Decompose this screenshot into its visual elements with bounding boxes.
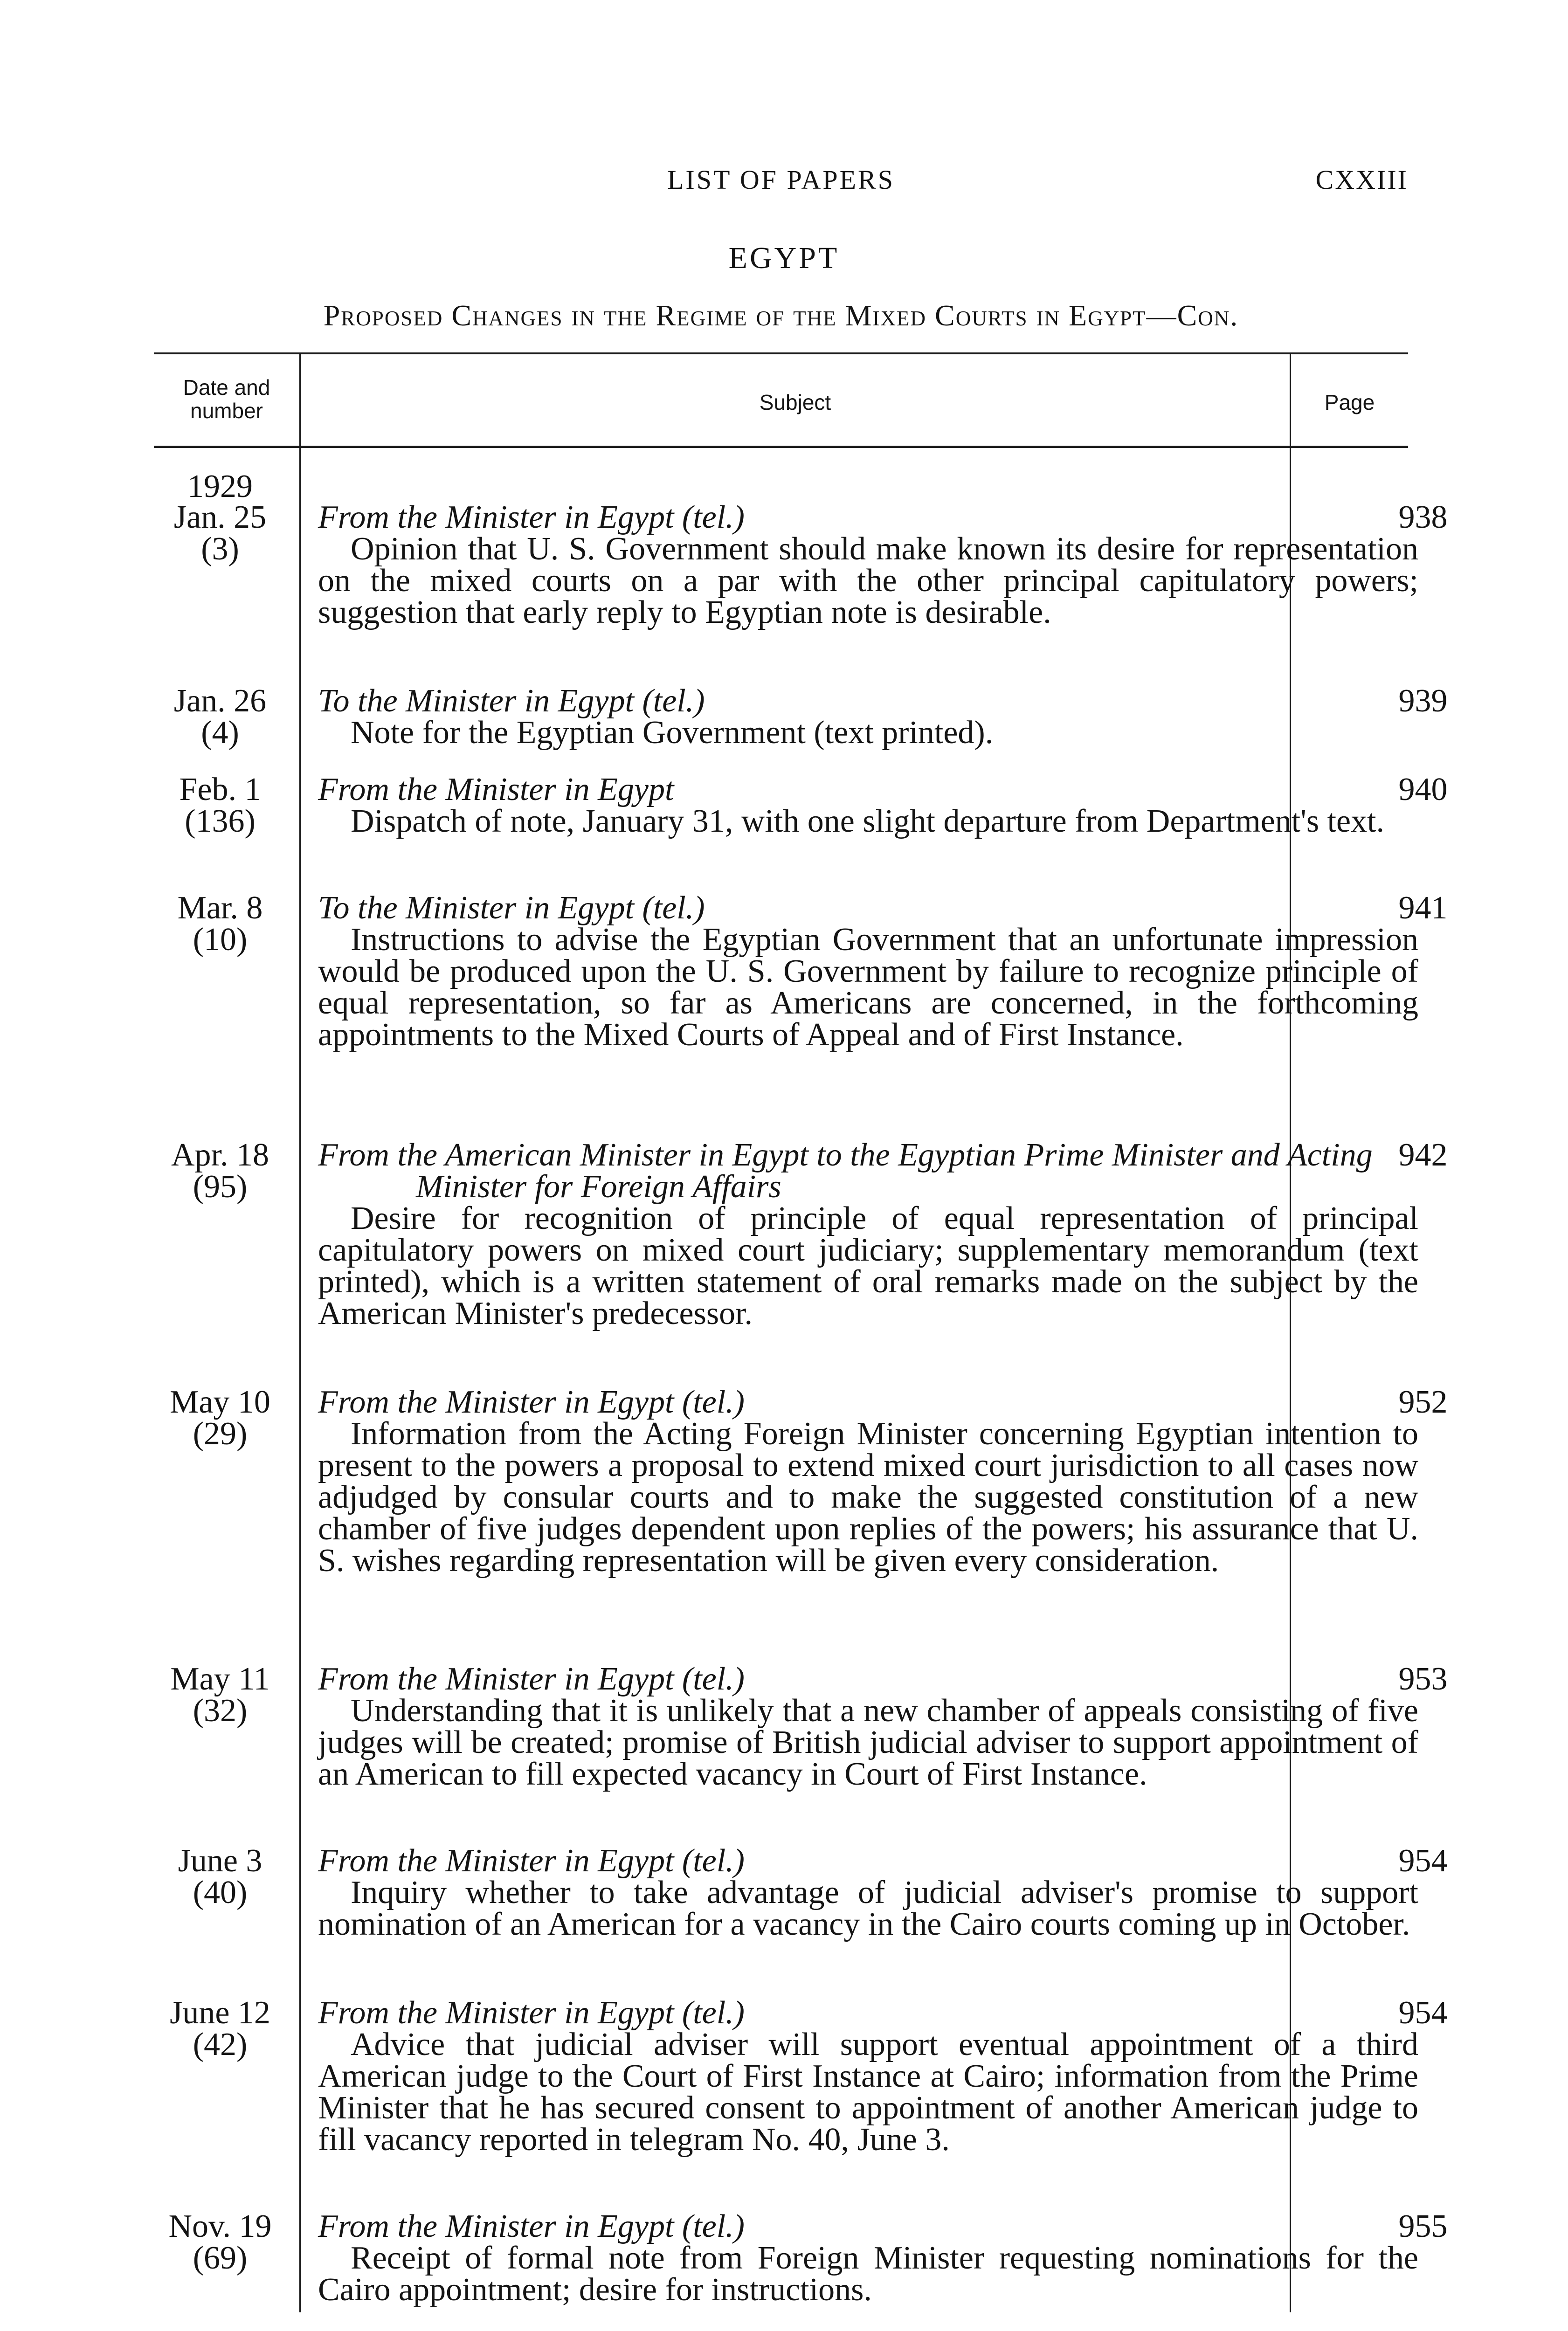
running-title: LIST OF PAPERS [667,165,895,195]
column-divider-left [299,354,301,2312]
entry-heading: From the Minister in Egypt (tel.) [318,1661,745,1697]
entry-number: (29) [193,1416,248,1452]
section-title: EGYPT [728,241,840,275]
entry-summary: Understanding that it is unlikely that a new chamber of appeals consisting of five judges will be created; promise of British judicial adviser to support appointment of an American to fill expected vacancy in Court of First Instance. [318,1693,1418,1792]
entry-page: 940 [1398,772,1448,807]
entry-summary: Advice that judicial adviser will support eventual appointment of a third American judge to the Court of First Instance at Cairo; information from the Prime Minister that he has secured consent to appointment of another American judge to fill vacancy reported in telegram No. 40, June 3. [318,2027,1418,2158]
entry-page: 953 [1398,1661,1448,1697]
column-header-page: Page [1324,390,1375,414]
entry-summary: Opinion that U. S. Government should make known its desire for representation on the mixed courts on a par with the other principal capitulatory powers; suggestion that early reply to Egyptian note is desirable. [318,531,1418,630]
entry-page: 952 [1398,1384,1448,1420]
entry-number: (95) [193,1169,248,1205]
entry-date [145,892,295,956]
entry-heading: To the Minister in Egypt (tel.) [318,890,705,926]
entry-date [145,1139,295,1203]
entry-date [145,1845,295,1909]
entry-date [145,1386,295,1450]
entry-page: 954 [1398,1995,1448,2031]
entry-subject [318,1845,1418,1940]
entry-number: (136) [185,803,256,839]
entry-subject [318,2208,1418,2308]
entry-page: 955 [1398,2208,1448,2244]
entry-summary: Information from the Acting Foreign Minister concerning Egyptian intention to present to the powers a proposal to extend mixed court jurisdiction to all cases now adjudged by consular courts and to make the suggested constitution of a new chamber of five judges dependent upon replies of the powers; his assurance that U. S. wishes regarding representation will be given every consideration. [318,1416,1418,1579]
entry-subject [318,685,1418,749]
entry-page: 939 [1398,683,1448,719]
entry-date-text: June 12 [170,1995,270,2031]
entry-summary: Desire for recognition of principle of equal representation of principal capitulatory powers on mixed court judiciary; supplementary memorandum (text printed), which is a written statement of oral remarks made on the subject by the American Minister's predecessor. [318,1200,1418,1331]
entry-page: 941 [1398,890,1448,926]
entry-date-text: Apr. 18 [171,1137,269,1173]
entry-number: (69) [193,2240,248,2276]
entry-heading: From the Minister in Egypt (tel.) [318,1384,745,1420]
table-top-rule [154,352,1408,354]
entry-number: (4) [201,715,239,751]
entry-date-text: May 10 [170,1384,270,1420]
entry-date [145,2208,295,2276]
entry-date [145,499,295,567]
page-number: CXXIII [1315,165,1408,195]
column-header-date-line1: Date and [183,375,270,400]
entry-subject [318,499,1418,630]
entry-date-text: Jan. 25 [173,499,267,535]
entry-heading: From the Minister in Egypt (tel.) [318,1995,745,2031]
entry-subject [318,1139,1418,1330]
entry-summary: Instructions to advise the Egyptian Government that an unfortunate impression would be produced upon the U. S. Government by failure to recognize principle of equal representation, so far as Americans are concerned, in the forthcoming appointments to the Mixed Courts of Appeal and of First Instance. [318,922,1418,1053]
entry-summary: Inquiry whether to take advantage of judicial adviser's promise to support nomination of an American for a vacancy in the Cairo courts coming up in October. [318,1875,1418,1942]
entry-number: (32) [193,1693,248,1729]
entry-subject [318,1386,1418,1577]
entry-date [145,1663,295,1727]
entry-page: 954 [1398,1843,1448,1879]
entry-number: (10) [193,922,248,958]
entry-subject [318,1663,1418,1790]
entry-date-text: May 11 [170,1661,270,1697]
entry-page: 942 [1398,1137,1448,1173]
entry-summary: Dispatch of note, January 31, with one slight departure from Department's text. [351,803,1385,839]
entry-heading: From the Minister in Egypt [318,772,674,807]
entry-heading: From the Minister in Egypt (tel.) [318,499,745,535]
entry-number: (3) [201,531,239,567]
entry-subject [318,892,1418,1051]
entry-subject [318,1997,1418,2156]
entry-heading: From the Minister in Egypt (tel.) [318,2208,745,2244]
entry-number: (42) [193,2027,248,2062]
entry-heading: To the Minister in Egypt (tel.) [318,683,705,719]
entry-summary: Receipt of formal note from Foreign Minister requesting nominations for the Cairo appointment; desire for instructions. [318,2240,1418,2308]
column-header-subject: Subject [759,390,831,414]
entry-date-text: Jan. 26 [173,683,267,719]
entry-page: 938 [1398,499,1448,535]
entry-date-text: Feb. 1 [179,772,261,807]
entry-date-text: Nov. 19 [168,2208,272,2244]
entry-heading: From the American Minister in Egypt to the Egyptian Prime Minister and Acting Minister for Foreign Affairs [318,1137,1373,1205]
entry-subject [318,774,1418,837]
entry-heading: From the Minister in Egypt (tel.) [318,1843,745,1879]
entry-number: (40) [193,1875,248,1910]
entry-summary: Note for the Egyptian Government (text printed). [351,715,994,751]
entry-date [145,685,295,749]
year-label: 1929 [187,469,253,504]
entry-date [145,774,295,837]
subtitle: Proposed Changes in the Regime of the Mixed Courts in Egypt—Con. [323,299,1239,332]
entry-date [145,1997,295,2061]
entry-date-text: June 3 [178,1843,262,1879]
column-header-date-line2: number [190,399,263,423]
entry-date-text: Mar. 8 [177,890,263,926]
column-header-date [154,376,299,422]
header-bottom-rule [154,446,1408,448]
running-head [154,164,1408,209]
